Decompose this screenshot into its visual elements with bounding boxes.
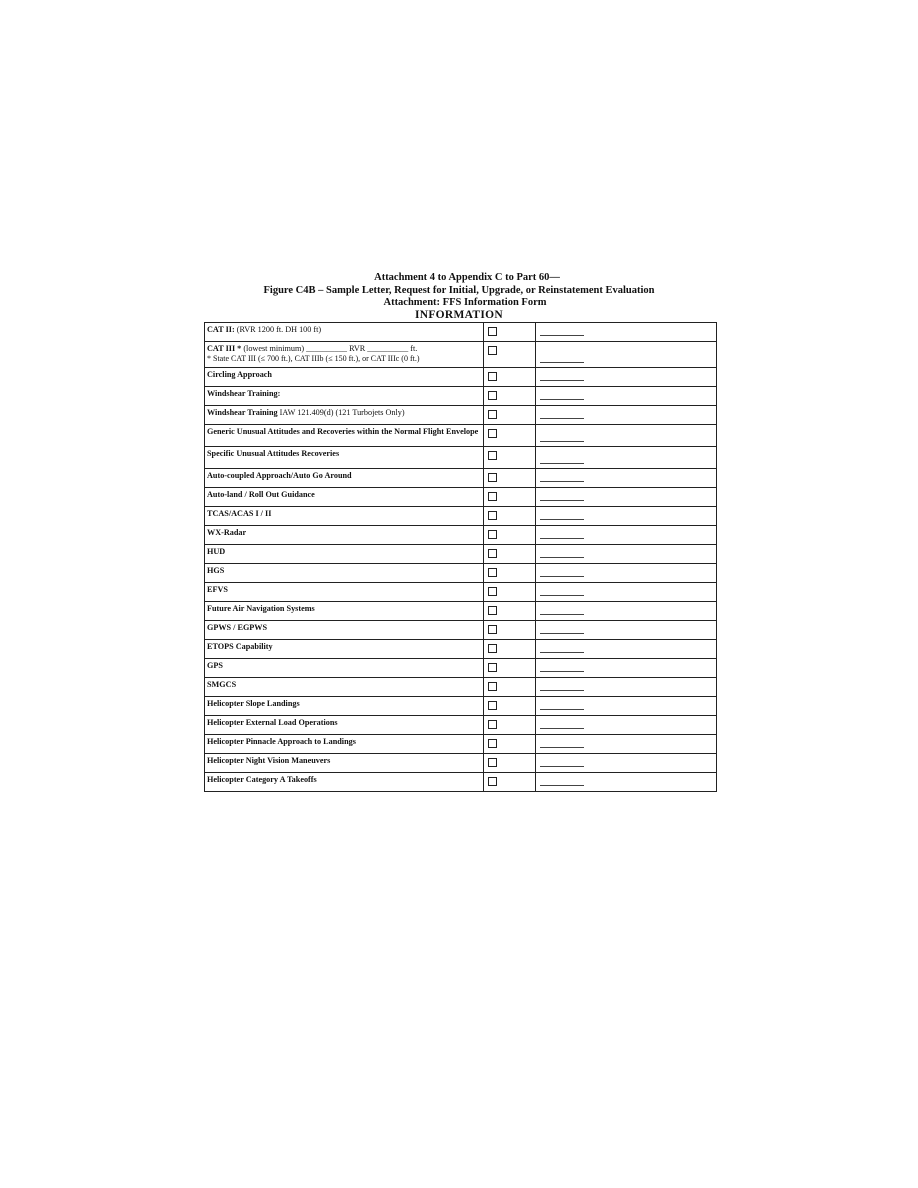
item-label-bold: HGS <box>207 566 225 575</box>
item-label-bold: Windshear Training: <box>207 389 281 398</box>
entry-cell <box>535 507 716 526</box>
entry-blank-line[interactable] <box>540 747 584 748</box>
table-row <box>205 368 717 387</box>
item-label-bold: Helicopter Pinnacle Approach to Landings <box>207 737 356 746</box>
item-footnote: * State CAT III (≤ 700 ft.), CAT IIIb (≤ 150 ft.), or CAT IIIc (0 ft.) <box>207 354 420 363</box>
attachment-title: Attachment 4 to Appendix C to Part 60— <box>374 272 560 283</box>
entry-cell <box>535 342 716 368</box>
table-row <box>205 583 717 602</box>
item-label-cell <box>205 387 484 406</box>
item-checkbox[interactable] <box>488 511 497 520</box>
item-checkbox[interactable] <box>488 492 497 501</box>
checkbox-cell <box>483 545 535 564</box>
entry-cell <box>535 323 716 342</box>
table-row <box>205 773 717 792</box>
item-label-bold: Helicopter Category A Takeoffs <box>207 775 317 784</box>
entry-blank-line[interactable] <box>540 652 584 653</box>
item-label <box>205 425 483 438</box>
entry-blank-line[interactable] <box>540 463 584 464</box>
entry-blank-line[interactable] <box>540 538 584 539</box>
checkbox-cell <box>483 488 535 507</box>
entry-cell <box>535 640 716 659</box>
item-checkbox[interactable] <box>488 549 497 558</box>
item-checkbox[interactable] <box>488 372 497 381</box>
item-label-bold: HUD <box>207 547 226 556</box>
item-label <box>205 697 483 710</box>
entry-cell <box>535 583 716 602</box>
entry-blank-line[interactable] <box>540 709 584 710</box>
item-label-cell <box>205 621 484 640</box>
item-label-cell <box>205 507 484 526</box>
checkbox-cell <box>483 697 535 716</box>
entry-blank-line[interactable] <box>540 557 584 558</box>
item-label-cell <box>205 754 484 773</box>
entry-blank-line[interactable] <box>540 671 584 672</box>
item-checkbox[interactable] <box>488 346 497 355</box>
entry-blank-line[interactable] <box>540 481 584 482</box>
item-checkbox[interactable] <box>488 720 497 729</box>
item-label-detail: (lowest minimum) __________ RVR __________ ft. <box>241 344 418 353</box>
item-label-bold: Helicopter Night Vision Maneuvers <box>207 756 331 765</box>
checkbox-cell <box>483 773 535 792</box>
item-checkbox[interactable] <box>488 391 497 400</box>
item-label-cell <box>205 564 484 583</box>
checkbox-cell <box>483 526 535 545</box>
item-checkbox[interactable] <box>488 327 497 336</box>
ffs-information-table <box>204 322 717 792</box>
item-label <box>205 735 483 748</box>
entry-blank-line[interactable] <box>540 418 584 419</box>
table-row <box>205 425 717 447</box>
checkbox-cell <box>483 602 535 621</box>
entry-blank-line[interactable] <box>540 728 584 729</box>
item-label-bold: EFVS <box>207 585 228 594</box>
checkbox-cell <box>483 754 535 773</box>
item-label <box>205 507 483 520</box>
item-label-bold: Auto-land / Roll Out Guidance <box>207 490 315 499</box>
table-row <box>205 323 717 342</box>
checkbox-cell <box>483 640 535 659</box>
item-label-bold: CAT III * <box>207 344 242 353</box>
item-label <box>205 469 483 482</box>
entry-blank-line[interactable] <box>540 785 584 786</box>
item-label-cell <box>205 469 484 488</box>
item-checkbox[interactable] <box>488 530 497 539</box>
item-label-cell <box>205 735 484 754</box>
item-label-cell <box>205 602 484 621</box>
item-label <box>205 488 483 501</box>
item-label-cell <box>205 659 484 678</box>
item-label <box>205 678 483 691</box>
item-label <box>205 368 483 381</box>
item-label-cell <box>205 342 484 368</box>
entry-blank-line[interactable] <box>540 690 584 691</box>
item-label-cell <box>205 678 484 697</box>
table-row <box>205 640 717 659</box>
table-row <box>205 469 717 488</box>
item-label <box>205 545 483 558</box>
entry-blank-line[interactable] <box>540 441 584 442</box>
item-label-cell <box>205 368 484 387</box>
item-label-cell <box>205 425 484 447</box>
entry-cell <box>535 773 716 792</box>
table-row <box>205 406 717 425</box>
item-label <box>205 621 483 634</box>
checkbox-cell <box>483 678 535 697</box>
checkbox-cell <box>483 716 535 735</box>
entry-cell <box>535 602 716 621</box>
item-label-bold: WX-Radar <box>207 528 247 537</box>
item-checkbox[interactable] <box>488 429 497 438</box>
entry-cell <box>535 659 716 678</box>
entry-blank-line[interactable] <box>540 614 584 615</box>
item-checkbox[interactable] <box>488 682 497 691</box>
table-row <box>205 526 717 545</box>
table-row <box>205 697 717 716</box>
entry-cell <box>535 678 716 697</box>
entry-cell <box>535 469 716 488</box>
table-row <box>205 659 717 678</box>
item-checkbox[interactable] <box>488 663 497 672</box>
figure-title: Figure C4B – Sample Letter, Request for Initial, Upgrade, or Reinstatement Evaluation <box>263 285 655 296</box>
item-checkbox[interactable] <box>488 644 497 653</box>
item-label <box>205 640 483 653</box>
section-heading: INFORMATION <box>414 309 504 321</box>
entry-cell <box>535 735 716 754</box>
table-row <box>205 678 717 697</box>
table-row <box>205 621 717 640</box>
item-label <box>205 716 483 729</box>
item-label <box>205 564 483 577</box>
table-row <box>205 735 717 754</box>
item-label-bold: ETOPS Capability <box>207 642 273 651</box>
checkbox-cell <box>483 342 535 368</box>
entry-cell <box>535 621 716 640</box>
item-label-bold: GPS <box>207 661 223 670</box>
item-label <box>205 773 483 786</box>
entry-blank-line[interactable] <box>540 576 584 577</box>
item-label <box>205 602 483 615</box>
checkbox-cell <box>483 507 535 526</box>
item-checkbox[interactable] <box>488 625 497 634</box>
checkbox-cell <box>483 368 535 387</box>
item-checkbox[interactable] <box>488 777 497 786</box>
table-row <box>205 716 717 735</box>
item-label-bold: GPWS / EGPWS <box>207 623 268 632</box>
item-label <box>205 323 483 336</box>
checkbox-cell <box>483 735 535 754</box>
entry-blank-line[interactable] <box>540 380 584 381</box>
item-checkbox[interactable] <box>488 701 497 710</box>
item-checkbox[interactable] <box>488 410 497 419</box>
item-label-cell <box>205 583 484 602</box>
item-label-bold: Future Air Navigation Systems <box>207 604 315 613</box>
item-label-bold: Auto-coupled Approach/Auto Go Around <box>207 471 352 480</box>
entry-blank-line[interactable] <box>540 362 584 363</box>
item-label <box>205 406 483 419</box>
table-row <box>205 387 717 406</box>
checkbox-cell <box>483 583 535 602</box>
entry-blank-line[interactable] <box>540 399 584 400</box>
item-checkbox[interactable] <box>488 451 497 460</box>
checkbox-cell <box>483 447 535 469</box>
table-row <box>205 342 717 368</box>
table-row <box>205 447 717 469</box>
table-row <box>205 564 717 583</box>
entry-cell <box>535 488 716 507</box>
item-checkbox[interactable] <box>488 473 497 482</box>
item-label-cell <box>205 640 484 659</box>
item-label-cell <box>205 716 484 735</box>
item-label-bold: Specific Unusual Attitudes Recoveries <box>207 449 340 458</box>
item-label-cell <box>205 488 484 507</box>
item-label-detail: IAW 121.409(d) (121 Turbojets Only) <box>277 408 405 417</box>
item-label-bold: TCAS/ACAS I / II <box>207 509 272 518</box>
table-row <box>205 754 717 773</box>
checkbox-cell <box>483 564 535 583</box>
entry-cell <box>535 425 716 447</box>
item-label-detail: (RVR 1200 ft. DH 100 ft) <box>234 325 322 334</box>
entry-cell <box>535 406 716 425</box>
entry-cell <box>535 564 716 583</box>
entry-cell <box>535 368 716 387</box>
item-label-cell <box>205 406 484 425</box>
checkbox-cell <box>483 387 535 406</box>
entry-blank-line[interactable] <box>540 500 584 501</box>
item-checkbox[interactable] <box>488 606 497 615</box>
item-label-cell <box>205 773 484 792</box>
item-label <box>205 387 483 400</box>
form-title: Attachment: FFS Information Form <box>383 297 547 308</box>
entry-blank-line[interactable] <box>540 595 584 596</box>
entry-cell <box>535 387 716 406</box>
item-label-bold: SMGCS <box>207 680 237 689</box>
checkbox-cell <box>483 406 535 425</box>
item-label <box>205 583 483 596</box>
item-checkbox[interactable] <box>488 758 497 767</box>
entry-blank-line[interactable] <box>540 335 584 336</box>
item-label <box>205 447 483 460</box>
entry-cell <box>535 697 716 716</box>
item-label <box>205 342 483 365</box>
checkbox-cell <box>483 659 535 678</box>
entry-cell <box>535 447 716 469</box>
checkbox-cell <box>483 323 535 342</box>
checkbox-cell <box>483 425 535 447</box>
entry-cell <box>535 716 716 735</box>
item-checkbox[interactable] <box>488 568 497 577</box>
item-checkbox[interactable] <box>488 739 497 748</box>
item-label-bold: CAT II: <box>207 325 235 334</box>
entry-cell <box>535 545 716 564</box>
item-label-cell <box>205 526 484 545</box>
item-label-bold: Generic Unusual Attitudes and Recoveries within the Normal Flight Envelope <box>207 427 479 436</box>
item-label <box>205 754 483 767</box>
item-label-cell <box>205 697 484 716</box>
item-label-bold: Windshear Training <box>207 408 278 417</box>
item-label <box>205 659 483 672</box>
entry-cell <box>535 526 716 545</box>
item-checkbox[interactable] <box>488 587 497 596</box>
table-row <box>205 545 717 564</box>
checkbox-cell <box>483 469 535 488</box>
entry-blank-line[interactable] <box>540 519 584 520</box>
entry-blank-line[interactable] <box>540 766 584 767</box>
table-row <box>205 602 717 621</box>
table-row <box>205 507 717 526</box>
item-label-cell <box>205 545 484 564</box>
item-label-cell <box>205 447 484 469</box>
entry-cell <box>535 754 716 773</box>
item-label-bold: Circling Approach <box>207 370 272 379</box>
item-label-bold: Helicopter Slope Landings <box>207 699 300 708</box>
entry-blank-line[interactable] <box>540 633 584 634</box>
checkbox-cell <box>483 621 535 640</box>
item-label-cell <box>205 323 484 342</box>
item-label-bold: Helicopter External Load Operations <box>207 718 338 727</box>
item-label <box>205 526 483 539</box>
table-row <box>205 488 717 507</box>
